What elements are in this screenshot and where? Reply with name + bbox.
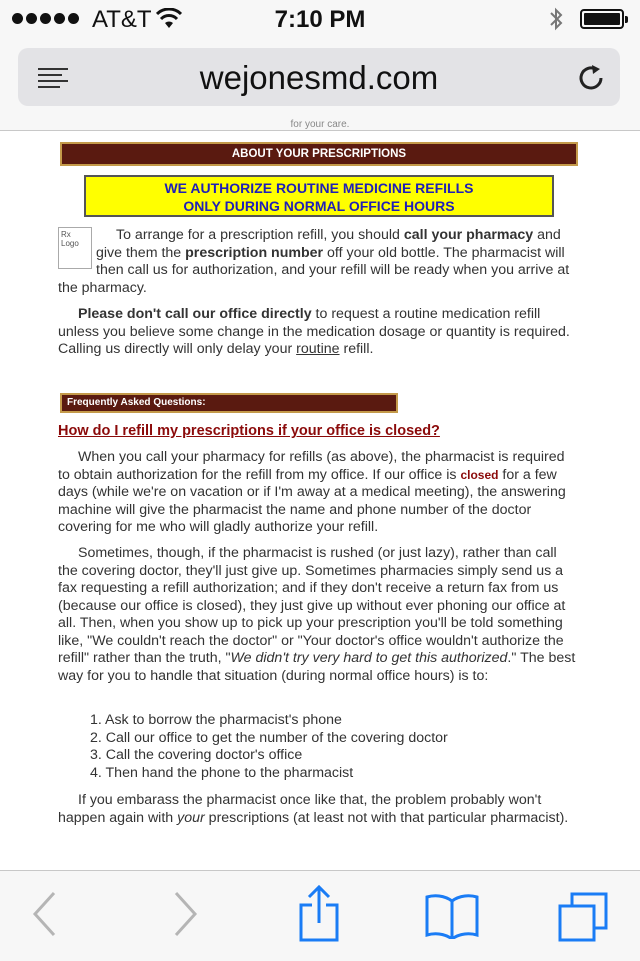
list-item: 4. Then hand the phone to the pharmacist — [90, 764, 354, 781]
forward-icon[interactable] — [172, 889, 200, 939]
notice-line-1: WE AUTHORIZE ROUTINE MEDICINE REFILLS — [164, 180, 474, 196]
paragraph-dont-call: Please don't call our office directly to request a routine medication refill unless you believe some change in the medication dosage or quantity is required. Calling us directly will only delay your routine refill. — [58, 306, 570, 357]
section-banner: ABOUT YOUR PRESCRIPTIONS — [60, 142, 578, 166]
web-content — [0, 131, 640, 870]
tabs-icon[interactable] — [556, 891, 610, 943]
carrier-name: AT&T — [92, 6, 152, 33]
clipped-page-text: for your care. — [290, 119, 350, 130]
paragraph-refill-instructions: Rx Logo To arrange for a prescription refill, you should call your pharmacy and give them the prescription number off your old bottle. The pharmacist will then call us for authorization, and your refill will be ready when you arrive at the pharmacy. — [58, 227, 570, 296]
status-bar — [0, 0, 640, 40]
list-item: 3. Call the covering doctor's office — [90, 747, 303, 763]
clock: 7:10 PM — [274, 6, 366, 33]
paragraph-pharmacist-gives-up: Sometimes, though, if the pharmacist is rushed (or just lazy), rather than call the covering doctor, they'll just give up. Sometimes pharmacies simply send us a fax requesting a refill authorization; and if they don't receive a return fax from us (because our office is closed), they just give up without ever phoning our office at all. Then, when you show up to pick up your prescription you'll be told something like, "We couldn't reach the doctor" or "Your doctor's office wouldn't authorize the refill" rather than the truth, "We didn't try very hard to get this authorized." The best way for you to handle that situation (during normal office hours) is to: — [58, 545, 576, 684]
reload-icon[interactable] — [576, 63, 606, 93]
address-bar[interactable] — [18, 48, 620, 106]
refill-notice — [84, 175, 554, 217]
bluetooth-icon — [548, 6, 564, 32]
browser-address-area — [0, 40, 640, 131]
browser-toolbar — [0, 870, 640, 961]
url-text[interactable]: wejonesmd.com — [199, 59, 439, 96]
faq-header: Frequently Asked Questions: — [60, 393, 398, 413]
battery-icon — [580, 9, 624, 29]
steps-list — [90, 712, 570, 782]
notice-line-2: ONLY DURING NORMAL OFFICE HOURS — [183, 198, 455, 214]
faq-question-link[interactable]: How do I refill my prescriptions if your office is closed? — [58, 423, 440, 439]
paragraph-office-closed: When you call your pharmacy for refills (as above), the pharmacist is required to obtain authorization for the refill from my office. If our office is closed for a few days (while we're on vacation or if I'm away at a medical meeting), the answering machine will give the pharmacist the name and phone number of the doctor covering for me who will gladly authorize your refill. — [58, 449, 566, 535]
rx-logo-image: Rx Logo — [58, 227, 92, 269]
share-icon[interactable] — [298, 885, 340, 943]
paragraph-embarrass: If you embarass the pharmacist once like that, the problem probably won't happen again with your prescriptions (at least not with that particular pharmacist). — [58, 792, 569, 826]
back-icon[interactable] — [30, 889, 58, 939]
bookmarks-icon[interactable] — [424, 893, 480, 939]
list-item: 1. Ask to borrow the pharmacist's phone — [90, 712, 342, 728]
list-item: 2. Call our office to get the number of the covering doctor — [90, 729, 448, 746]
